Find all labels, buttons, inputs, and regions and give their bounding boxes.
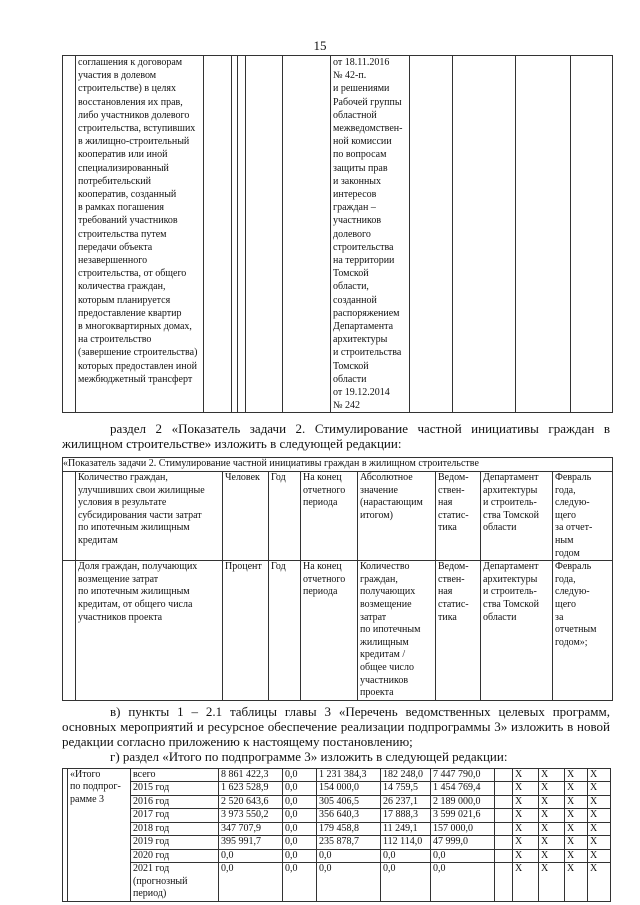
not-applicable-mark: X bbox=[565, 836, 588, 850]
federal-amount: 0,0 bbox=[283, 836, 317, 850]
regional-amount: 356 640,3 bbox=[317, 809, 381, 823]
page-number: 15 bbox=[313, 38, 327, 53]
paragraph-section-2: раздел 2 «Показатель задачи 2. Стимулирование частной инициативы граждан в жилищном строительстве» изложить в следующей редакции: bbox=[62, 421, 610, 452]
not-applicable-mark: X bbox=[513, 863, 539, 902]
not-applicable-mark: X bbox=[539, 768, 565, 782]
not-applicable-mark: X bbox=[539, 863, 565, 902]
not-applicable-mark: X bbox=[588, 822, 611, 836]
period: 2021 год (прогнозный период) bbox=[131, 863, 219, 902]
moment: На конец отчетного периода bbox=[301, 561, 358, 701]
local-amount: 17 888,3 bbox=[381, 809, 431, 823]
not-applicable-mark: X bbox=[539, 795, 565, 809]
federal-amount: 0,0 bbox=[283, 795, 317, 809]
periodicity: Год bbox=[269, 561, 301, 701]
federal-amount: 0,0 bbox=[283, 809, 317, 823]
regional-amount: 235 878,7 bbox=[317, 836, 381, 850]
other-amount: 3 599 021,6 bbox=[431, 809, 495, 823]
total-amount: 0,0 bbox=[219, 863, 283, 902]
federal-amount: 0,0 bbox=[283, 822, 317, 836]
not-applicable-mark: X bbox=[588, 849, 611, 863]
local-amount: 182 248,0 bbox=[381, 768, 431, 782]
not-applicable-mark: X bbox=[565, 768, 588, 782]
other-amount: 157 000,0 bbox=[431, 822, 495, 836]
table-row bbox=[63, 561, 613, 701]
not-applicable-mark: X bbox=[565, 795, 588, 809]
other-amount: 1 454 769,4 bbox=[431, 782, 495, 796]
federal-amount: 0,0 bbox=[283, 849, 317, 863]
deadline: Февраль года, следую- щего за отчетным годом»; bbox=[553, 561, 613, 701]
not-applicable-mark: X bbox=[565, 809, 588, 823]
not-applicable-mark: X bbox=[513, 809, 539, 823]
page-content bbox=[62, 38, 612, 902]
period: 2016 год bbox=[131, 795, 219, 809]
table-title-row bbox=[63, 458, 613, 472]
local-amount: 14 759,5 bbox=[381, 782, 431, 796]
period: 2018 год bbox=[131, 822, 219, 836]
regional-amount: 1 231 384,3 bbox=[317, 768, 381, 782]
other-amount: 0,0 bbox=[431, 849, 495, 863]
not-applicable-mark: X bbox=[513, 836, 539, 850]
not-applicable-mark: X bbox=[539, 782, 565, 796]
table-row bbox=[63, 795, 611, 809]
not-applicable-mark: X bbox=[565, 782, 588, 796]
federal-amount: 0,0 bbox=[283, 863, 317, 902]
unit: Человек bbox=[223, 472, 269, 561]
not-applicable-mark: X bbox=[588, 768, 611, 782]
method: Абсолютное значение (нарастающим итогом) bbox=[358, 472, 436, 561]
not-applicable-mark: X bbox=[588, 809, 611, 823]
indicator-description: соглашения к договорам участия в долевом строительстве) в целях восстановления их прав, либо участников долевого строительства, вступивших в жилищно-строительный кооператив или иной специализированный потребительский кооператив, созданный в рамках погашения требований участников строительства путем передачи объекта незавершенного строительства, от общего количества граждан, которым планируется предоставление квартир в многоквартирных домах, на строительство (завершение строительства) которых предоставлен иной межбюджетный трансферт bbox=[76, 56, 204, 413]
paragraph-g: г) раздел «Итого по подпрограмме 3» изложить в следующей редакции: bbox=[110, 748, 508, 764]
period: 2020 год bbox=[131, 849, 219, 863]
regional-amount: 179 458,8 bbox=[317, 822, 381, 836]
not-applicable-mark: X bbox=[513, 782, 539, 796]
table-row bbox=[63, 822, 611, 836]
not-applicable-mark: X bbox=[539, 822, 565, 836]
federal-amount: 0,0 bbox=[283, 782, 317, 796]
other-amount: 47 999,0 bbox=[431, 836, 495, 850]
regional-amount: 154 000,0 bbox=[317, 782, 381, 796]
periodicity: Год bbox=[269, 472, 301, 561]
regional-amount: 0,0 bbox=[317, 863, 381, 902]
deadline: Февраль года, следую- щего за отчет- ным годом bbox=[553, 472, 613, 561]
local-amount: 0,0 bbox=[381, 863, 431, 902]
local-amount: 26 237,1 bbox=[381, 795, 431, 809]
not-applicable-mark: X bbox=[565, 863, 588, 902]
local-amount: 11 249,1 bbox=[381, 822, 431, 836]
local-amount: 112 114,0 bbox=[381, 836, 431, 850]
indicator-table-continued bbox=[62, 55, 613, 413]
not-applicable-mark: X bbox=[565, 849, 588, 863]
not-applicable-mark: X bbox=[588, 863, 611, 902]
not-applicable-mark: X bbox=[513, 768, 539, 782]
total-amount: 1 623 528,9 bbox=[219, 782, 283, 796]
indicator-name: Количество граждан, улучшивших свои жилищные условия в результате субсидирования части затрат по ипотечным жилищным кредитам bbox=[76, 472, 223, 561]
table-row bbox=[63, 849, 611, 863]
not-applicable-mark: X bbox=[513, 849, 539, 863]
other-amount: 7 447 790,0 bbox=[431, 768, 495, 782]
total-amount: 0,0 bbox=[219, 849, 283, 863]
table-row bbox=[63, 56, 613, 413]
subprogram-total-table bbox=[62, 768, 611, 902]
table-row bbox=[63, 836, 611, 850]
method: Количество граждан, получающих возмещение затрат по ипотечным жилищным кредитам / общее число участников проекта bbox=[358, 561, 436, 701]
paragraph-v: в) пункты 1 – 2.1 таблицы главы 3 «Перечень ведомственных целевых программ, основных мероприятий и ресурсное обеспечение реализации подпрограммы 3» изложить в новой редакции согласно приложению к настоящему постановлению; bbox=[62, 703, 610, 749]
total-amount: 8 861 422,3 bbox=[219, 768, 283, 782]
period: 2019 год bbox=[131, 836, 219, 850]
table-row bbox=[63, 768, 611, 782]
local-amount: 0,0 bbox=[381, 849, 431, 863]
not-applicable-mark: X bbox=[539, 849, 565, 863]
responsible: Департамент архитектуры и строитель- ства Томской области bbox=[481, 561, 553, 701]
table-row bbox=[63, 863, 611, 902]
not-applicable-mark: X bbox=[588, 795, 611, 809]
unit: Процент bbox=[223, 561, 269, 701]
total-amount: 395 991,7 bbox=[219, 836, 283, 850]
total-amount: 3 973 550,2 bbox=[219, 809, 283, 823]
not-applicable-mark: X bbox=[513, 795, 539, 809]
not-applicable-mark: X bbox=[539, 809, 565, 823]
source: Ведом- ствен- ная статис- тика bbox=[436, 472, 481, 561]
calculation-method: от 18.11.2016 № 42-п. и решениями Рабочей группы областной межведомствен- ной комиссии по вопросам защиты прав и законных интересов граждан – участников долевого строительства на территории Томской области, созданной распоряжением Департамента архитектуры и строительства Томской области от 19.12.2014 № 242 bbox=[331, 56, 410, 413]
moment: На конец отчетного периода bbox=[301, 472, 358, 561]
period: 2017 год bbox=[131, 809, 219, 823]
not-applicable-mark: X bbox=[588, 782, 611, 796]
indicator-table-task-2 bbox=[62, 457, 613, 700]
not-applicable-mark: X bbox=[513, 822, 539, 836]
regional-amount: 0,0 bbox=[317, 849, 381, 863]
total-amount: 347 707,9 bbox=[219, 822, 283, 836]
subprogram-label: «Итого по подпрог- рамме 3 bbox=[68, 768, 131, 901]
total-amount: 2 520 643,6 bbox=[219, 795, 283, 809]
responsible: Департамент архитектуры и строитель- ства Томской области bbox=[481, 472, 553, 561]
not-applicable-mark: X bbox=[539, 836, 565, 850]
period: всего bbox=[131, 768, 219, 782]
table-row bbox=[63, 809, 611, 823]
other-amount: 0,0 bbox=[431, 863, 495, 902]
other-amount: 2 189 000,0 bbox=[431, 795, 495, 809]
source: Ведом- ствен- ная статис- тика bbox=[436, 561, 481, 701]
regional-amount: 305 406,5 bbox=[317, 795, 381, 809]
indicator-name: Доля граждан, получающих возмещение затрат по ипотечным жилищным кредитам, от общего числа участников проекта bbox=[76, 561, 223, 701]
period: 2015 год bbox=[131, 782, 219, 796]
table-title: «Показатель задачи 2. Стимулирование частной инициативы граждан в жилищном строительстве bbox=[63, 458, 613, 472]
not-applicable-mark: X bbox=[565, 822, 588, 836]
table-row bbox=[63, 472, 613, 561]
federal-amount: 0,0 bbox=[283, 768, 317, 782]
table-row bbox=[63, 782, 611, 796]
not-applicable-mark: X bbox=[588, 836, 611, 850]
